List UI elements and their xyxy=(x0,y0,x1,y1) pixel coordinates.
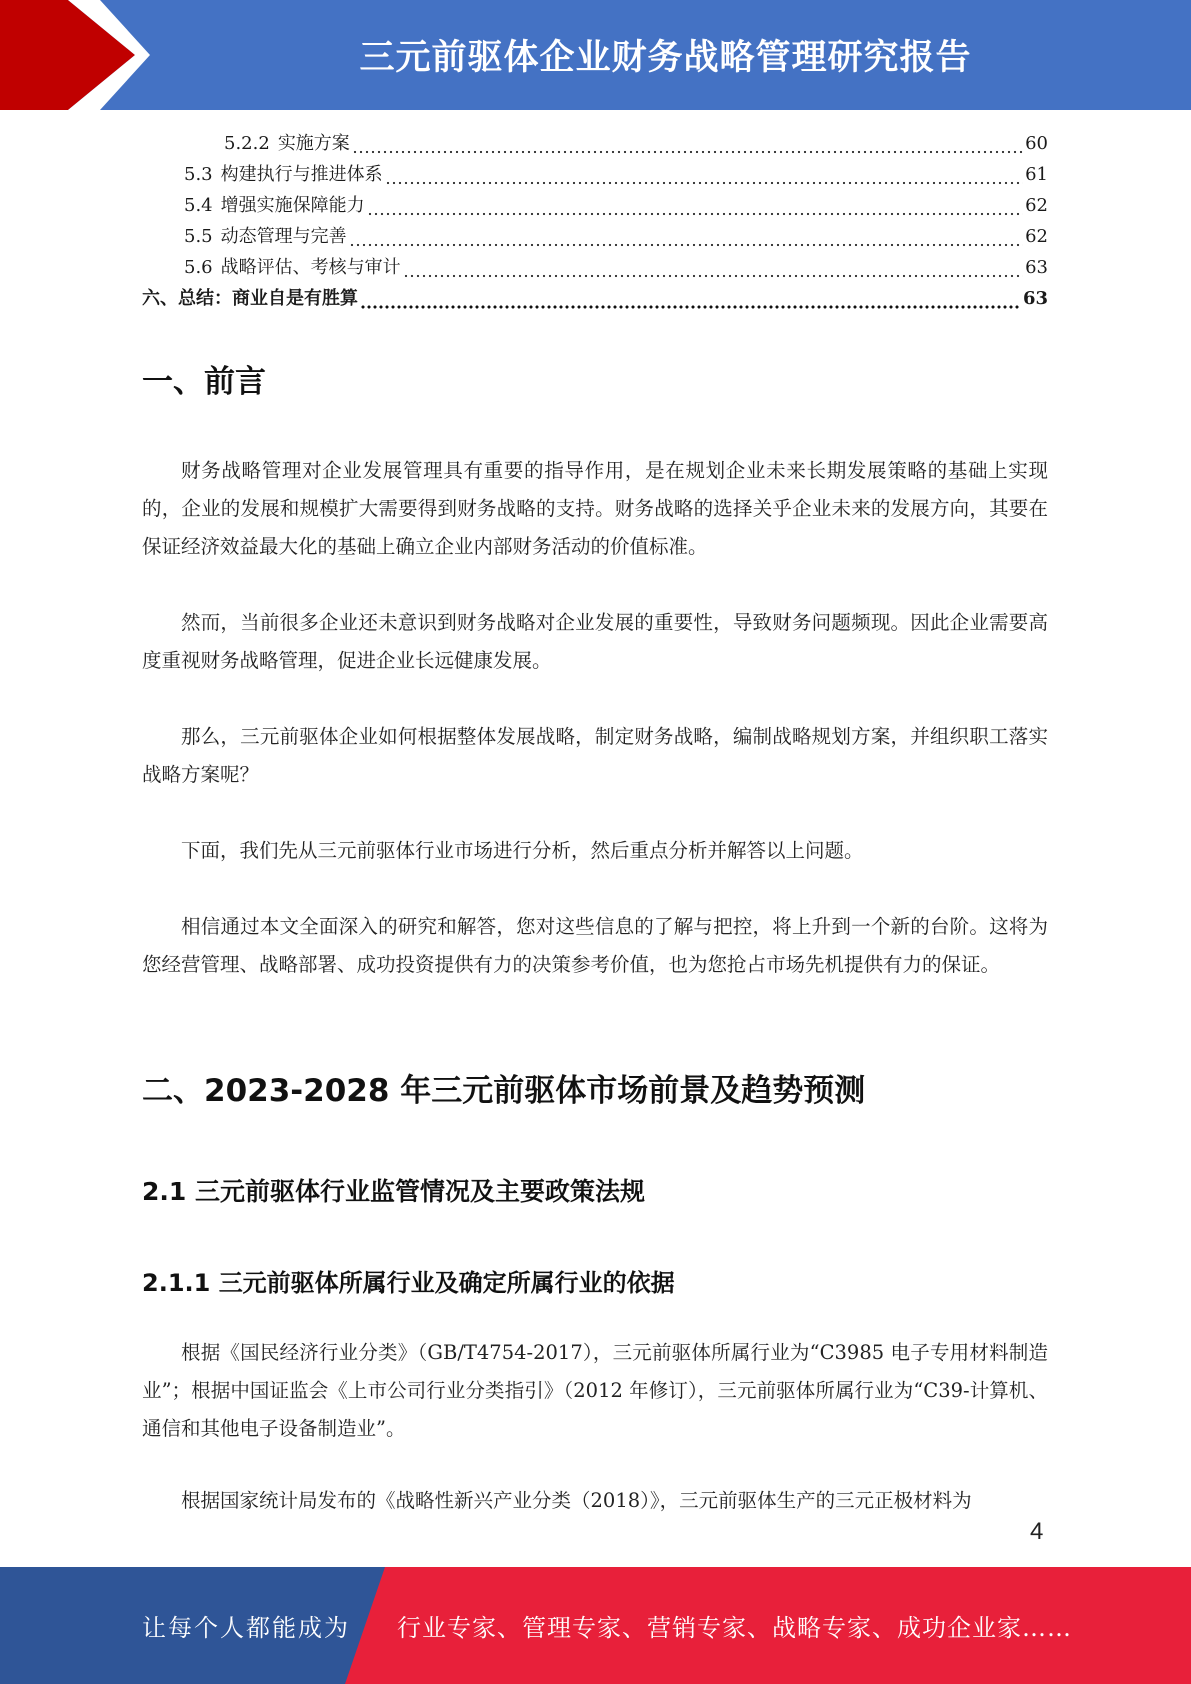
toc-leader-dots xyxy=(352,128,1023,159)
toc-entry[interactable] xyxy=(142,159,1048,190)
body-paragraph: 那么，三元前驱体企业如何根据整体发展战略，制定财务战略，编制战略规划方案，并组织职工落实战略方案呢？ xyxy=(142,725,1048,786)
toc-entry-page: 63 xyxy=(1022,288,1048,309)
toc-entry[interactable] xyxy=(142,252,1048,283)
toc-entry-page: 60 xyxy=(1025,133,1048,154)
toc-entry-page: 61 xyxy=(1025,164,1048,185)
toc-entry-label: 六、总结：商业自是有胜算 xyxy=(142,288,358,309)
toc-leader-dots xyxy=(385,159,1023,190)
body-paragraph: 然而，当前很多企业还未意识到财务战略对企业发展的重要性，导致财务问题频现。因此企业需要高度重视财务战略管理，促进企业长远健康发展。 xyxy=(142,611,1048,672)
toc-entry-label: 5.3 构建执行与推进体系 xyxy=(184,164,383,185)
toc-entry-page: 62 xyxy=(1025,226,1048,247)
toc-leader-dots xyxy=(349,221,1023,252)
toc-entry[interactable] xyxy=(142,221,1048,252)
body-paragraph: 下面，我们先从三元前驱体行业市场进行分析，然后重点分析并解答以上问题。 xyxy=(181,839,864,862)
toc-entry-label: 5.5 动态管理与完善 xyxy=(184,226,347,247)
page-header xyxy=(0,0,1191,110)
toc-entry-label: 5.6 战略评估、考核与审计 xyxy=(184,257,401,278)
toc-entry-page: 62 xyxy=(1025,195,1048,216)
toc-leader-dots xyxy=(403,252,1023,283)
page-number: 4 xyxy=(1030,1518,1044,1545)
toc-entry-label: 5.2.2 实施方案 xyxy=(224,133,350,154)
toc-entry[interactable] xyxy=(142,283,1048,314)
toc-entry-label: 5.4 增强实施保障能力 xyxy=(184,195,365,216)
page-footer xyxy=(0,1567,1191,1684)
footer-slogan-right: 行业专家、管理专家、营销专家、战略专家、成功企业家…… xyxy=(397,1614,1072,1642)
subsubsection-heading: 2.1.1 三元前驱体所属行业及确定所属行业的依据 xyxy=(142,1269,675,1297)
table-of-contents xyxy=(142,128,1048,314)
body-paragraph: 相信通过本文全面深入的研究和解答，您对这些信息的了解与把控，将上升到一个新的台阶。这将为您经营管理、战略部署、成功投资提供有力的决策参考价值，也为您抢占市场先机提供有力的保证。 xyxy=(142,915,1048,976)
body-paragraph: 根据《国民经济行业分类》（GB/T4754-2017），三元前驱体所属行业为“C3985 电子专用材料制造业”；根据中国证监会《上市公司行业分类指引》（2012 年修订），三元前驱体所属行业为“C39-计算机、通信和其他电子设备制造业”。 xyxy=(142,1341,1048,1440)
toc-leader-dots xyxy=(360,283,1021,314)
body-paragraph: 根据国家统计局发布的《战略性新兴产业分类（2018）》，三元前驱体生产的三元正极材料为 xyxy=(181,1489,972,1512)
toc-entry[interactable] xyxy=(142,190,1048,221)
toc-leader-dots xyxy=(367,190,1023,221)
toc-entry[interactable] xyxy=(142,128,1048,159)
section-heading-preface: 一、前言 xyxy=(142,364,266,400)
footer-slogan-left: 让每个人都能成为 xyxy=(142,1614,350,1642)
header-title: 三元前驱体企业财务战略管理研究报告 xyxy=(359,38,972,78)
toc-entry-page: 63 xyxy=(1025,257,1048,278)
subsection-heading: 2.1 三元前驱体行业监管情况及主要政策法规 xyxy=(142,1177,645,1206)
body-paragraph: 财务战略管理对企业发展管理具有重要的指导作用，是在规划企业未来长期发展策略的基础上实现的，企业的发展和规模扩大需要得到财务战略的支持。财务战略的选择关乎企业未来的发展方向，其要在保证经济效益最大化的基础上确立企业内部财务活动的价值标准。 xyxy=(142,459,1048,558)
section-heading-market-outlook: 二、2023-2028 年三元前驱体市场前景及趋势预测 xyxy=(142,1073,866,1109)
